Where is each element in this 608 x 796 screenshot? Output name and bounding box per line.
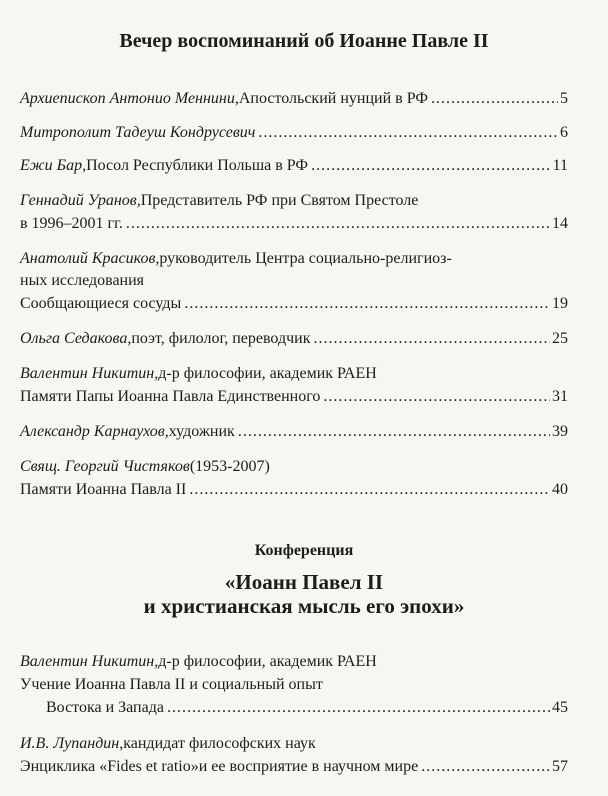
toc-entry-line [20,456,568,478]
section-heading: Вечер воспоминаний об Иоанне Павле II [119,30,489,52]
toc-entry-line [20,651,568,673]
dot-leader [184,293,550,315]
entry-author: И.В. Лупандин, [20,735,124,752]
entry-title-continued: Востока и Запада [46,699,164,716]
entry-detail: ных исследования [20,272,145,289]
toc-entry[interactable] [20,293,568,315]
dot-leader [323,386,550,408]
toc-entry[interactable] [20,421,568,443]
entry-role: поэт, филолог, переводчик [131,330,311,347]
entry-page: 14 [552,215,568,232]
entry-author: Анатолий Красиков, [20,250,160,267]
toc-entry[interactable] [20,386,568,408]
toc-entry[interactable] [20,756,568,778]
dot-leader [421,756,550,778]
entry-author: Геннадий Уранов, [20,192,141,209]
entry-title: Учение Иоанна Павла II и социальный опыт [20,676,323,693]
toc-entry[interactable] [20,88,568,110]
dot-leader [126,213,550,235]
entry-role: (1953-2007) [189,458,270,475]
entry-role: Посол Республики Польша в РФ [86,157,309,174]
entry-title: Сообщающиеся сосуды [20,295,182,312]
entry-author: Митрополит Тадеуш Кондрусевич [20,124,256,141]
dot-leader [167,697,550,719]
toc-entry[interactable] [20,328,568,350]
entry-page: 5 [560,90,568,107]
toc-entry-line [20,190,568,212]
entry-detail: в 1996–2001 гг. [20,215,123,232]
entry-role: д-р философии, академик РАЕН [158,365,377,382]
conference-title-continued: и христианская мысль его эпохи» [143,594,465,618]
conference-label: Конференция [254,542,354,559]
toc-entry-line [20,270,568,292]
entry-author: Ежи Бар, [20,157,87,174]
entry-page: 57 [552,758,568,775]
toc-entry[interactable] [20,479,568,501]
toc-entry[interactable] [20,122,568,144]
toc-entry[interactable] [46,697,568,719]
dot-leader [313,328,550,350]
toc-entry-line [20,733,568,755]
entry-role: кандидат философских наук [123,735,316,752]
conference-title: «Иоанн Павел II [224,570,384,594]
entry-role: д-р философии, академик РАЕН [158,653,377,670]
entry-page: 45 [552,699,568,716]
entry-page: 39 [552,423,568,440]
dot-leader [238,421,550,443]
entry-page: 31 [552,388,568,405]
entry-title: Памяти Папы Иоанна Павла Единственного [20,388,321,405]
entry-role: художник [168,423,235,440]
entry-page: 11 [552,157,568,174]
entry-author: Александр Карнаухов, [20,423,169,440]
toc-entry[interactable] [20,213,568,235]
entry-role: Представитель РФ при Святом Престоле [140,192,419,209]
toc-entry-line [20,674,568,696]
entry-page: 6 [560,124,568,141]
toc-entry[interactable] [20,155,568,177]
entry-author: Валентин Никитин, [20,365,159,382]
toc-entry-line [20,363,568,385]
dot-leader [431,88,558,110]
entry-page: 25 [552,330,568,347]
toc-entry-line [20,248,568,270]
entry-page: 19 [552,295,568,312]
entry-author: Ольга Седакова, [20,330,132,347]
entry-page: 40 [552,481,568,498]
entry-author: Валентин Никитин, [20,653,159,670]
entry-role: руководитель Центра социально-религиоз- [159,250,452,267]
entry-role: Апостольский нунций в РФ [238,90,428,107]
entry-author: Архиепископ Антонио Меннини, [20,90,239,107]
entry-title: Энциклика «Fides et ratio»и ее восприятие в научном мире [20,758,419,775]
entry-title: Памяти Иоанна Павла II [20,481,187,498]
dot-leader [189,479,550,501]
dot-leader [258,122,558,144]
entry-author: Свящ. Георгий Чистяков [20,458,190,475]
dot-leader [311,155,551,177]
